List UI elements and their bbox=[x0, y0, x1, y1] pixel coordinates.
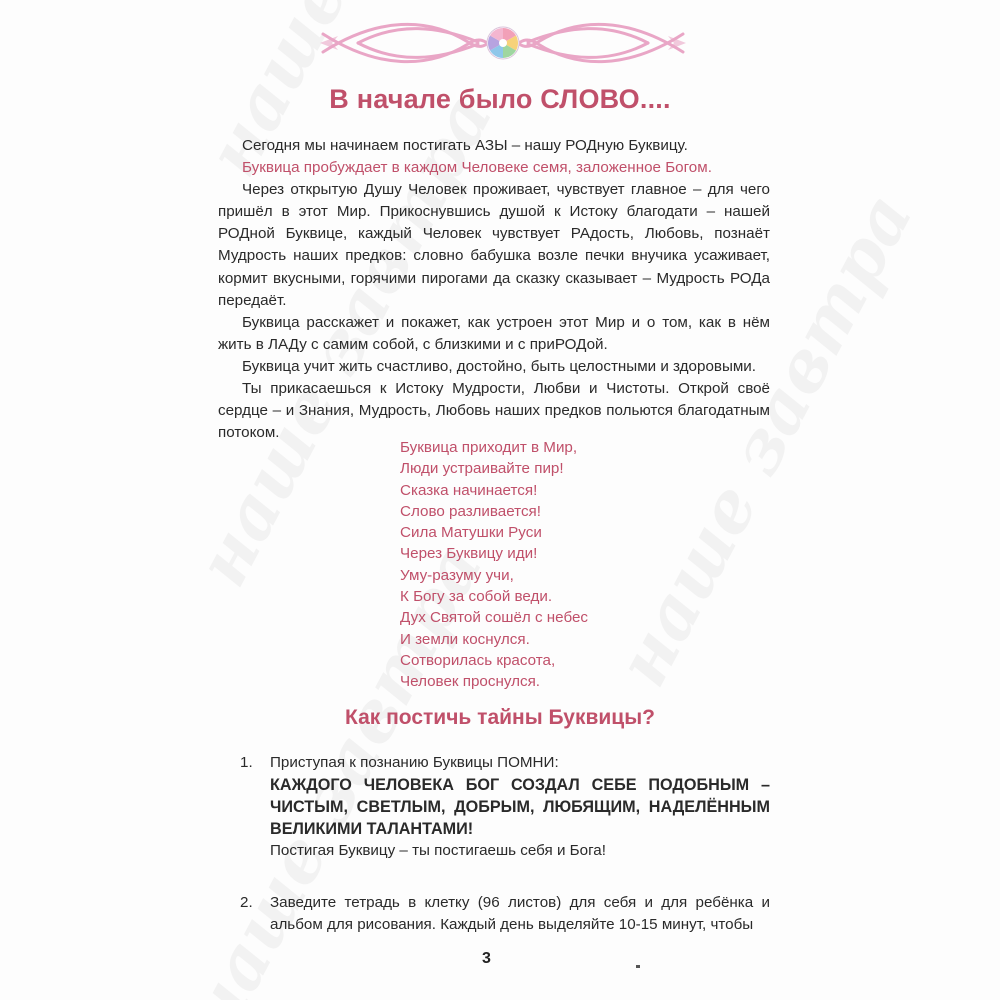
poem-line: И земли коснулся. bbox=[400, 630, 530, 648]
list-item bbox=[218, 892, 770, 936]
poem-line: Сила Матушки Руси bbox=[400, 524, 542, 542]
poem-line: Человек проснулся. bbox=[400, 673, 541, 691]
list-item-emphasis: КАЖДОГО ЧЕЛОВЕКА БОГ СОЗДАЛ СЕБЕ ПОДОБНЫМ – ЧИСТЫМ, СВЕТЛЫМ, ДОБРЫМ, ЛЮБЯЩИМ, НАДЕЛЁННЫМ ВЕЛИКИМИ ТАЛАНТАМИ! bbox=[270, 776, 770, 838]
poem-line: Через Буквицу иди! bbox=[400, 545, 538, 563]
list-item-outro: Постигая Буквицу – ты постигаешь себя и Бога! bbox=[270, 842, 606, 859]
highlighted-paragraph: Буквица пробуждает в каждом Человеке семя, заложенное Богом. bbox=[242, 159, 712, 177]
intro-text bbox=[218, 135, 770, 444]
paragraph: Ты прикасаешься к Истоку Мудрости, Любви и Чистоты. Открой своё сердце – и Знания, Мудрость, Любовь наших предков польются благодатным потоком. bbox=[218, 380, 770, 442]
paragraph: Сегодня мы начинаем постигать АЗЫ – нашу РОДную Буквицу. bbox=[242, 137, 688, 154]
list-item-intro: Приступая к познанию Буквицы ПОМНИ: bbox=[270, 754, 559, 771]
poem-line: Сотворилась красота, bbox=[400, 651, 556, 669]
section-title: Как постичь тайны Буквицы? bbox=[345, 706, 655, 729]
paragraph: Через открытую Душу Человек проживает, чувствует главное – для чего пришёл в этот Мир. Прикоснувшись душой к Истоку благодати – нашей РОДной Буквице, каждый Человек чувствует РАдость, Любовь, познаёт Мудрость наших предков: словно бабушка возле печки внучика усаживает, кормит вкусными, горячими пирогами да сказку сказывает – Мудрость РОДа передаёт. bbox=[218, 181, 770, 309]
poem-line: Сказка начинается! bbox=[400, 481, 538, 499]
decorative-knot-ornament-icon bbox=[318, 12, 688, 74]
list-item-number: 1. bbox=[240, 754, 253, 771]
list-item-number: 2. bbox=[240, 894, 253, 911]
print-speck bbox=[636, 965, 640, 968]
poem-line: Буквица приходит в Мир, bbox=[400, 439, 578, 456]
paragraph: Буквица учит жить счастливо, достойно, быть целостными и здоровыми. bbox=[242, 357, 757, 375]
list-item-intro: Заведите тетрадь в клетку (96 листов) для себя и для ребёнка и альбом для рисования. Каждый день выделяйте 10-15 минут, чтобы bbox=[270, 894, 770, 933]
poem-line: Дух Святой сошёл с небес bbox=[400, 609, 589, 627]
poem-line: Слово разливается! bbox=[400, 502, 541, 520]
numbered-list bbox=[218, 752, 770, 936]
poem-line: К Богу за собой веди. bbox=[400, 588, 553, 606]
poem bbox=[400, 437, 588, 693]
poem-line: Люди устраивайте пир! bbox=[400, 460, 564, 478]
page-title: В начале было СЛОВО.... bbox=[329, 84, 671, 114]
list-item bbox=[218, 752, 770, 862]
poem-line: Уму-разуму учи, bbox=[400, 566, 514, 584]
paragraph: Буквица расскажет и покажет, как устроен этот Мир и о том, как в нём жить в ЛАДу с самим собой, с близкими и с приРОДой. bbox=[218, 313, 770, 353]
page-number: 3 bbox=[482, 950, 491, 967]
